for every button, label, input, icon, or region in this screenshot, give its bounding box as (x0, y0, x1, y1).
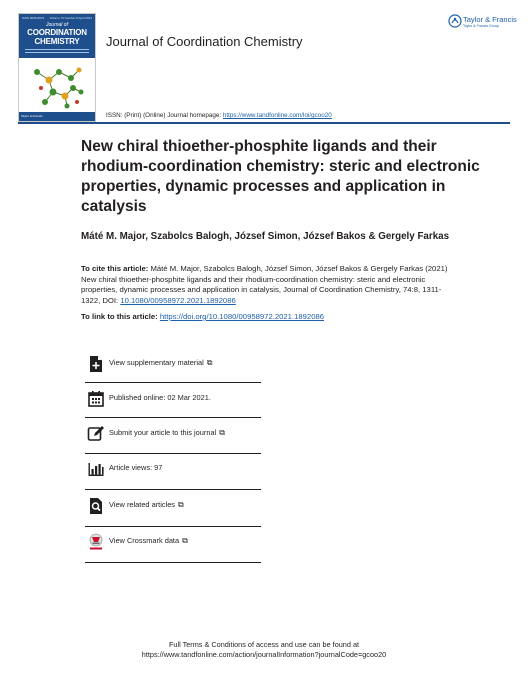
item-label: View supplementary material ⧉ (109, 358, 213, 367)
cover-title-line2: CHEMISTRY (34, 37, 80, 46)
doi-link[interactable]: 10.1080/00958972.2021.1892086 (120, 295, 236, 305)
issn-line (106, 112, 332, 119)
link-line (81, 312, 324, 321)
article-authors: Máté M. Major, Szabolcs Balogh, József Simon, József Bakos & Gergely Farkas (81, 231, 450, 242)
search-icon (87, 497, 105, 515)
item-divider (85, 489, 261, 490)
terms-footer (0, 640, 528, 660)
supplementary-material-icon (87, 355, 105, 373)
citation-text: Máté M. Major, Szabolcs Balogh, József Simon, József Bakos & Gergely Farkas (2021) New chiral thioether-phosphite ligands and their rhodium-coordination chemistry: steric and electronic properties, dynamic processes and application in catalysis, Journal of Coordination Chemistry, 74:8, 1311-1322, DOI: (81, 264, 448, 305)
bar-chart-icon (87, 460, 105, 478)
item-label: Published online: 02 Mar 2021. (109, 393, 211, 402)
item-label: View Crossmark data ⧉ (109, 536, 188, 545)
external-link-icon: ⧉ (182, 536, 188, 545)
journal-name[interactable]: Journal of Coordination Chemistry (106, 34, 303, 49)
citation-label: To cite this article: (81, 264, 149, 273)
article-views-item (85, 455, 261, 483)
terms-link[interactable]: https://www.tandfonline.com/action/journalInformation?journalCode=gcoo20 (141, 650, 387, 659)
cover-issn: ISSN 0095-8972 (22, 16, 45, 20)
article-title: New chiral thioether-phosphite ligands and their rhodium-coordination chemistry: steric and electronic properties, dynamic processes and application in catalysis (81, 138, 480, 215)
edit-icon (87, 425, 105, 443)
cover-divider (25, 49, 89, 50)
cover-divider (25, 52, 89, 53)
cover-title-prefix: Journal of (46, 22, 68, 28)
cover-title-line1: COORDINATION (27, 28, 87, 37)
item-label: Article views: 97 (109, 463, 163, 472)
related-articles-item[interactable] (85, 492, 261, 520)
cover-publisher: Taylor & Francis (21, 114, 43, 118)
molecule-illustration (29, 62, 87, 110)
crossmark-icon (87, 533, 105, 551)
journal-homepage-link[interactable]: https://www.tandfonline.com/loi/gcoo20 (222, 112, 332, 119)
cover-volume: Volume 74 Number 8 April 2021 (49, 16, 92, 20)
link-label: To link to this article: (81, 312, 160, 321)
journal-cover-image[interactable] (18, 13, 96, 122)
publisher-tagline: Taylor & Francis Group (463, 24, 499, 28)
cover-footer (19, 112, 95, 121)
calendar-icon (87, 390, 105, 408)
published-online-item (85, 385, 261, 413)
item-divider (85, 382, 261, 383)
item-label: Submit your article to this journal ⧉ (109, 428, 225, 437)
submit-article-item[interactable] (85, 420, 261, 448)
item-label: View related articles ⧉ (109, 500, 184, 509)
supplementary-material-item[interactable] (85, 350, 261, 378)
citation-block (81, 264, 449, 306)
item-divider (85, 562, 261, 563)
external-link-icon: ⧉ (206, 358, 213, 367)
taylor-francis-logo-icon[interactable] (448, 14, 462, 28)
header-divider (18, 122, 510, 124)
item-divider (85, 526, 261, 527)
publisher-name: Taylor & Francis (463, 15, 517, 24)
external-link-icon: ⧉ (219, 428, 225, 437)
crossmark-item[interactable] (85, 528, 261, 556)
item-divider (85, 417, 261, 418)
terms-text: Full Terms & Conditions of access and use can be found at (168, 640, 360, 649)
issn-text: ISSN: (Print) (Online) Journal homepage: (106, 112, 223, 119)
article-link[interactable]: https://doi.org/10.1080/00958972.2021.1892086 (159, 312, 325, 321)
external-link-icon: ⧉ (178, 500, 184, 509)
item-divider (85, 453, 261, 454)
